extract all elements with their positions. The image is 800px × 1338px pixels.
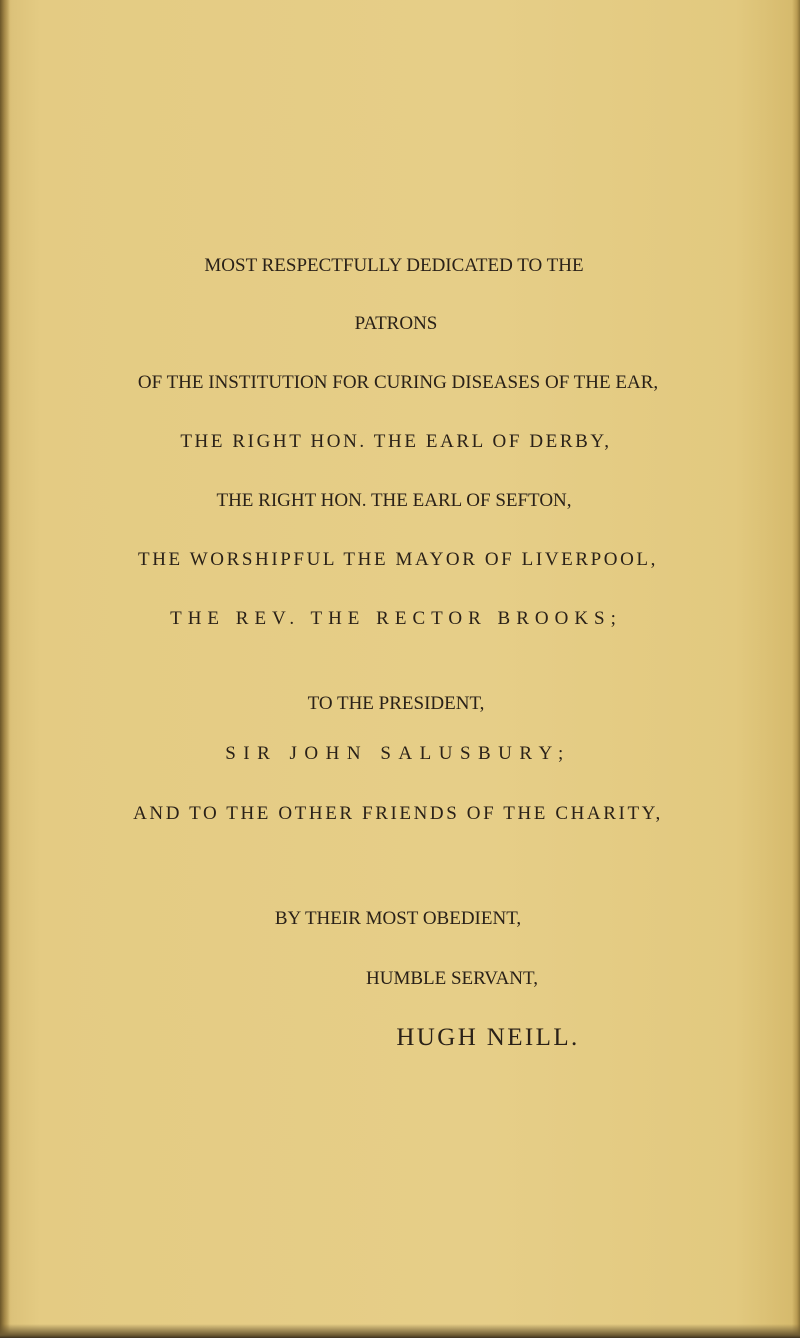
page-right-edge [792, 0, 800, 1338]
dedication-heading: MOST RESPECTFULLY DEDICATED TO THE [204, 255, 584, 276]
earl-of-derby-line: THE RIGHT HON. THE EARL OF DERBY, [180, 431, 612, 452]
institution-line: OF THE INSTITUTION FOR CURING DISEASES OF THE EAR, [137, 372, 659, 393]
other-friends-line: AND TO THE OTHER FRIENDS OF THE CHARITY, [133, 803, 663, 824]
signature: HUGH NEILL. [396, 1024, 580, 1051]
rector-brooks-line: THE REV. THE RECTOR BROOKS; [170, 608, 622, 629]
mayor-of-liverpool-line: THE WORSHIPFUL THE MAYOR OF LIVERPOOL, [137, 549, 658, 570]
earl-of-sefton-line: THE RIGHT HON. THE EARL OF SEFTON, [216, 490, 572, 511]
closing-line-2: HUMBLE SERVANT, [366, 968, 538, 989]
patrons-heading: PATRONS [354, 313, 438, 334]
president-line: TO THE PRESIDENT, [307, 693, 485, 714]
president-name: SIR JOHN SALUSBURY; [225, 743, 571, 764]
closing-line-1: BY THEIR MOST OBEDIENT, [274, 908, 522, 929]
page-bottom-edge [0, 1324, 800, 1338]
binding-edge [0, 0, 10, 1338]
